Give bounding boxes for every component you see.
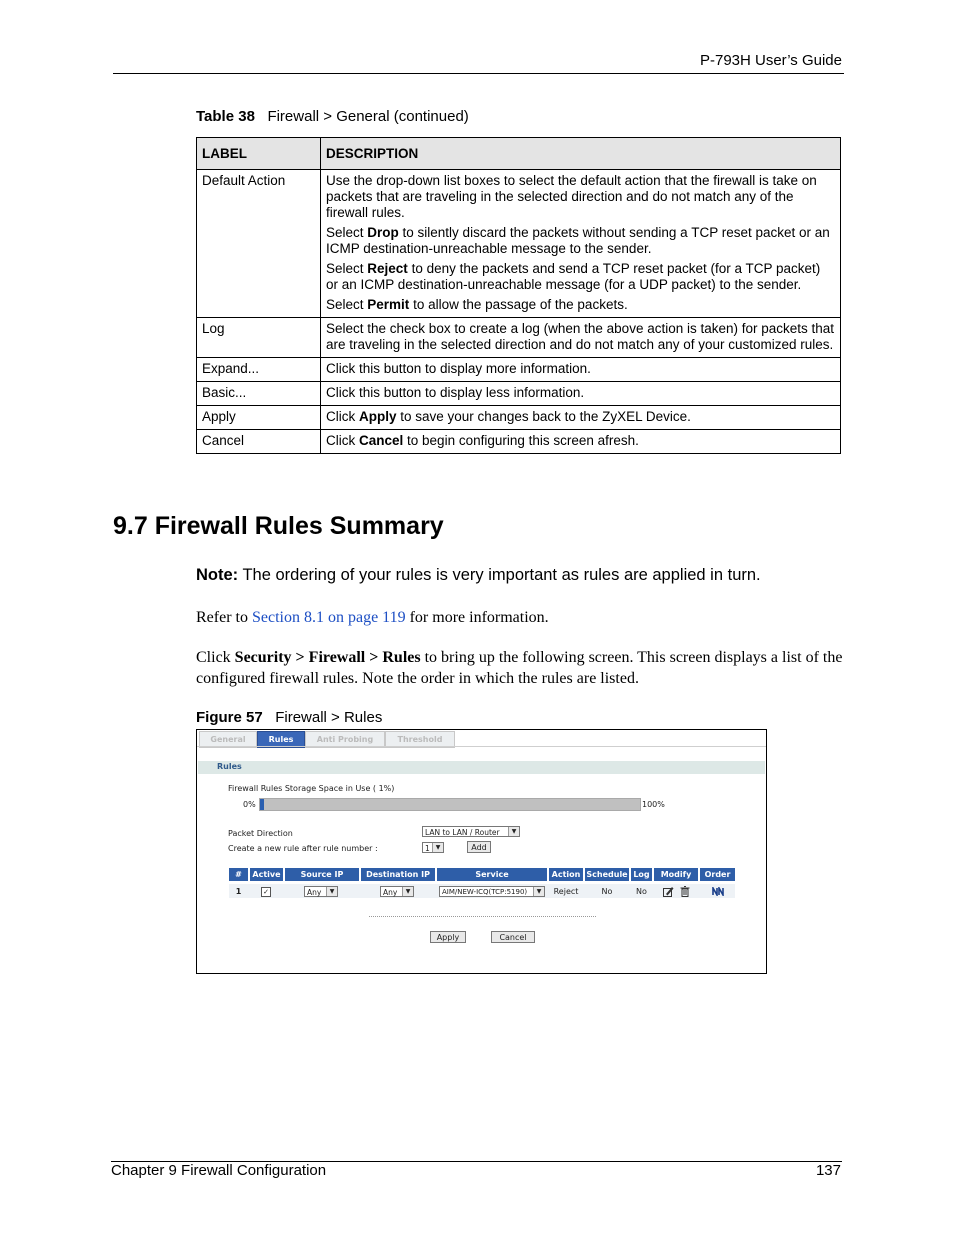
destination-ip-select[interactable]: Any ▼ (380, 886, 414, 897)
chapter-title: Chapter 9 Firewall Configuration (111, 1162, 327, 1179)
firewall-rules-screenshot (196, 729, 767, 974)
row-label: Apply (197, 406, 321, 430)
guide-title: P-793H User’s Guide (699, 52, 842, 69)
label-description-table (196, 137, 841, 454)
menu-path: Security > Firewall > Rules (234, 649, 421, 666)
rules-section-header: Rules (198, 761, 765, 774)
refer-paragraph: Refer to Section 8.1 on page 119 for more information. (196, 609, 549, 626)
delete-icon[interactable] (680, 886, 690, 897)
rule-number-select[interactable]: 1 ▼ (422, 842, 444, 853)
col-schedule-header: Schedule (586, 870, 628, 879)
row-description: Click this button to display less information. (321, 382, 841, 406)
row-label: Cancel (197, 430, 321, 454)
edit-icon[interactable] (663, 886, 674, 897)
service-select[interactable]: AIM/NEW-ICQ(TCP:5190) ▼ (439, 886, 545, 897)
row-description (321, 170, 841, 318)
note-text: The ordering of your rules is very important as rules are applied in turn. (238, 566, 761, 584)
row-description: Click Cancel to begin configuring this screen afresh. (321, 430, 841, 454)
row-label: Basic... (197, 382, 321, 406)
tab-threshold[interactable]: Threshold (385, 731, 455, 748)
header-rule (113, 73, 844, 74)
tab-general[interactable]: General (199, 731, 257, 748)
table-caption-text: Firewall > General (continued) (267, 108, 469, 125)
row-label: Default Action (197, 170, 321, 318)
note (196, 566, 761, 585)
cancel-button[interactable]: Cancel (491, 931, 535, 943)
table-row (197, 406, 841, 430)
tab-rules[interactable]: Rules (257, 731, 305, 748)
col-service-header: Service (437, 868, 547, 881)
col-modify-header: Modify (654, 868, 698, 881)
tab-anti-probing[interactable]: Anti Probing (305, 731, 385, 748)
divider (369, 916, 596, 917)
rule-schedule: No (601, 887, 613, 896)
table-row (197, 318, 841, 358)
row-label: Log (197, 318, 321, 358)
chevron-down-icon: ▼ (432, 843, 443, 852)
figure-caption (196, 709, 382, 726)
row-description: Select the check box to create a log (when the above action is taken) for packets that are traveling in the selected direction and do not match any of your customized rules. (321, 318, 841, 358)
table-row (197, 170, 841, 318)
figure-caption-label: Figure 57 (196, 709, 263, 726)
row-description: Click Apply to save your changes back to the ZyXEL Device. (321, 406, 841, 430)
bar-max-label: 100% (642, 800, 665, 809)
packet-direction-label: Packet Direction (228, 829, 293, 838)
row-description: Click this button to display more information. (321, 358, 841, 382)
apply-button[interactable]: Apply (430, 931, 466, 943)
storage-progress-bar (259, 798, 641, 811)
table-row (197, 382, 841, 406)
storage-label: Firewall Rules Storage Space in Use ( 1%) (228, 784, 395, 793)
section-title: 9.7 Firewall Rules Summary (113, 512, 444, 540)
table-caption (196, 108, 469, 125)
col-log-header: Log (631, 868, 652, 881)
col-order-header: Order (700, 868, 735, 881)
col-description-header: DESCRIPTION (321, 138, 841, 170)
table-header-row (197, 138, 841, 170)
create-rule-label: Create a new rule after rule number : (228, 844, 378, 853)
col-source-ip-header: Source IP (285, 868, 359, 881)
description-paragraph: Select Permit to allow the passage of the packets. (326, 297, 628, 312)
col-label-header: LABEL (197, 138, 321, 170)
rule-log: No (636, 887, 647, 896)
packet-direction-select[interactable]: LAN to LAN / Router ▼ (422, 826, 520, 837)
storage-progress-fill (260, 799, 264, 810)
move-order-icon[interactable] (712, 887, 724, 896)
figure-caption-text: Firewall > Rules (275, 709, 383, 726)
instruction-paragraph: Click Security > Firewall > Rules to bring up the following screen. This screen displays a list of the configured firewall rules. Note the order in which the rules are listed. (196, 649, 843, 687)
page-number: 137 (815, 1162, 841, 1179)
bar-min-label: 0% (243, 800, 256, 809)
description-paragraph: Use the drop-down list boxes to select the default action that the firewall is take on packets that are traveling in the selected direction and do not match any of the firewall rules. (326, 173, 817, 220)
description-paragraph: Select Drop to silently discard the packets without sending a TCP reset packet or an ICMP destination-unreachable message to the sender. (326, 225, 830, 256)
row-label: Expand... (197, 358, 321, 382)
add-button[interactable]: Add (467, 841, 491, 853)
rule-number: 1 (235, 887, 242, 896)
active-checkbox[interactable]: ✓ (261, 887, 271, 897)
note-label: Note: (196, 566, 239, 584)
table-caption-label: Table 38 (196, 108, 255, 125)
table-row (197, 430, 841, 454)
section-link[interactable]: Section 8.1 on page 119 (251, 609, 406, 626)
col-destination-ip-header: Destination IP (361, 868, 435, 881)
table-row (197, 358, 841, 382)
chevron-down-icon: ▼ (508, 827, 519, 836)
col-number-header: # (229, 868, 248, 881)
col-action-header: Action (549, 868, 583, 881)
rule-action: Reject (553, 887, 579, 896)
tab-divider (197, 746, 766, 747)
chevron-down-icon: ▼ (533, 887, 544, 896)
chevron-down-icon: ▼ (326, 887, 337, 896)
source-ip-select[interactable]: Any ▼ (304, 886, 338, 897)
chevron-down-icon: ▼ (402, 887, 413, 896)
description-paragraph: Select Reject to deny the packets and send a TCP reset packet (for a TCP packet) or an ICMP destination-unreachable message (for a UDP packet) to the sender. (326, 261, 821, 292)
col-active-header: Active (250, 868, 283, 881)
